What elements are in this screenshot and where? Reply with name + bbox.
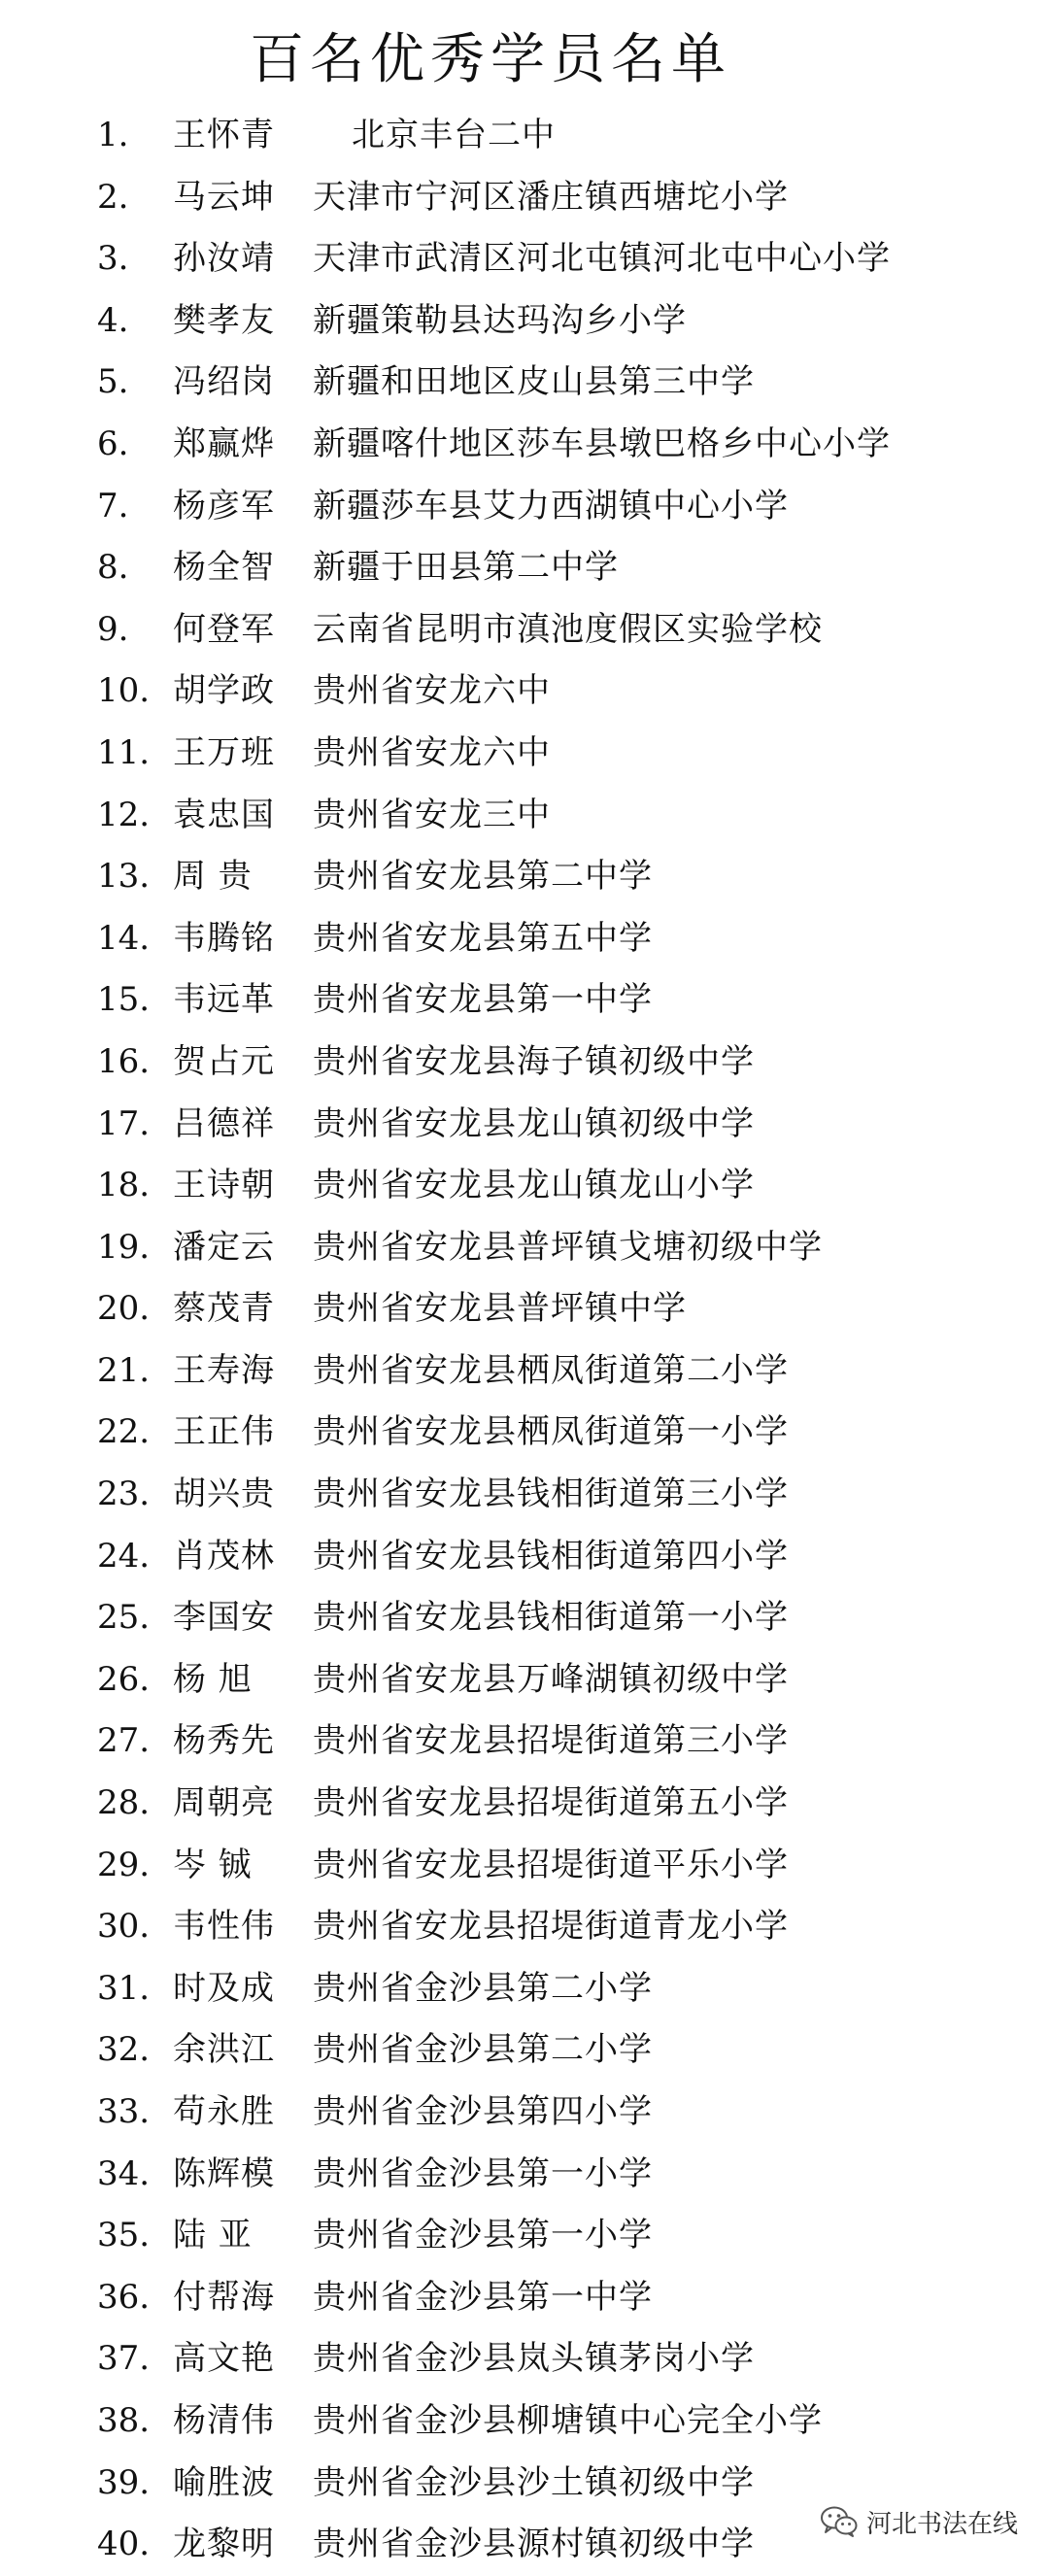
entry-school: 贵州省安龙县普坪镇中学 (313, 1289, 687, 1329)
entry-name: 高文艳 (173, 2339, 275, 2379)
list-item (0, 2328, 1049, 2390)
list-item (0, 2082, 1049, 2144)
list-item (0, 2019, 1049, 2082)
list-item (0, 414, 1049, 476)
entry-school: 北京丰台二中 (352, 116, 556, 154)
student-list (0, 105, 1049, 2576)
entry-number: 20. (97, 1289, 151, 1329)
entry-number: 28. (97, 1783, 151, 1823)
entry-name: 杨 旭 (173, 1659, 253, 1699)
page-title: 百名优秀学员名单 (250, 28, 731, 91)
entry-name: 杨彦军 (173, 486, 275, 525)
entry-number: 13. (97, 857, 151, 897)
entry-school: 贵州省安龙县招堤街道第三小学 (313, 1721, 789, 1761)
entry-number: 18. (97, 1166, 151, 1205)
list-item (0, 661, 1049, 723)
entry-school: 贵州省安龙县第一中学 (313, 980, 653, 1020)
entry-name: 何登军 (173, 609, 275, 649)
list-item (0, 846, 1049, 908)
list-item (0, 1958, 1049, 2020)
list-item (0, 2267, 1049, 2329)
list-item (0, 1711, 1049, 1773)
entry-number: 1. (97, 116, 129, 154)
entry-number: 35. (97, 2216, 151, 2255)
list-item (0, 1032, 1049, 1094)
entry-name: 吕德祥 (173, 1103, 275, 1143)
entry-school: 贵州省金沙县沙土镇初级中学 (313, 2462, 755, 2502)
list-item (0, 537, 1049, 599)
entry-school: 新疆和田地区皮山县第三中学 (313, 362, 755, 402)
entry-number: 7. (97, 486, 129, 525)
entry-school: 贵州省安龙六中 (313, 671, 551, 711)
wechat-icon (820, 2505, 859, 2538)
entry-number: 9. (97, 609, 129, 649)
entry-number: 2. (97, 177, 129, 217)
entry-name: 韦性伟 (173, 1907, 275, 1947)
entry-school: 贵州省安龙县招堤街道第五小学 (313, 1783, 789, 1823)
entry-school: 贵州省安龙县招堤街道平乐小学 (313, 1845, 789, 1884)
entry-name: 袁忠国 (173, 795, 275, 834)
entry-school: 贵州省安龙县龙山镇初级中学 (313, 1103, 755, 1143)
list-item (0, 1340, 1049, 1403)
entry-name: 王怀青 (173, 116, 275, 154)
list-item (0, 1155, 1049, 1217)
list-item (0, 290, 1049, 353)
list-item (0, 2144, 1049, 2206)
entry-name: 潘定云 (173, 1227, 275, 1267)
list-item (0, 1835, 1049, 1897)
entry-number: 5. (97, 362, 129, 402)
entry-number: 37. (97, 2339, 151, 2379)
entry-number: 27. (97, 1721, 151, 1761)
entry-number: 25. (97, 1598, 151, 1638)
entry-number: 4. (97, 300, 129, 340)
watermark-text: 河北书法在线 (865, 2509, 1018, 2539)
entry-school: 贵州省安龙县第二中学 (313, 857, 653, 897)
entry-name: 肖茂林 (173, 1536, 275, 1576)
list-item (0, 1464, 1049, 1526)
list-item (0, 105, 1049, 167)
entry-number: 16. (97, 1041, 151, 1081)
entry-school: 贵州省金沙县第一小学 (313, 2153, 653, 2193)
list-item (0, 785, 1049, 847)
list-item (0, 1773, 1049, 1835)
entry-school: 贵州省安龙县龙山镇龙山小学 (313, 1166, 755, 1205)
entry-number: 14. (97, 918, 151, 958)
entry-number: 19. (97, 1227, 151, 1267)
list-item (0, 1649, 1049, 1712)
entry-number: 26. (97, 1659, 151, 1699)
entry-name: 苟永胜 (173, 2092, 275, 2131)
entry-number: 32. (97, 2030, 151, 2070)
entry-school: 贵州省金沙县第一中学 (313, 2277, 653, 2317)
entry-name: 王诗朝 (173, 1166, 275, 1205)
entry-school: 天津市武清区河北屯镇河北屯中心小学 (313, 239, 891, 279)
entry-school: 贵州省安龙六中 (313, 732, 551, 772)
entry-school: 贵州省安龙县万峰湖镇初级中学 (313, 1659, 789, 1699)
list-item (0, 2390, 1049, 2453)
entry-number: 21. (97, 1350, 151, 1390)
entry-school: 贵州省金沙县源村镇初级中学 (313, 2525, 755, 2564)
entry-name: 韦远革 (173, 980, 275, 1020)
list-item (0, 352, 1049, 414)
entry-name: 王寿海 (173, 1350, 275, 1390)
list-item (0, 1526, 1049, 1588)
entry-school: 新疆喀什地区莎车县墩巴格乡中心小学 (313, 424, 891, 463)
entry-school: 贵州省金沙县第二小学 (313, 1968, 653, 2008)
list-item (0, 1278, 1049, 1340)
entry-school: 天津市宁河区潘庄镇西塘坨小学 (313, 177, 789, 217)
entry-number: 3. (97, 239, 129, 279)
entry-school: 贵州省安龙县栖凤街道第二小学 (313, 1350, 789, 1390)
entry-name: 杨秀先 (173, 1721, 275, 1761)
entry-name: 樊孝友 (173, 300, 275, 340)
list-item (0, 599, 1049, 661)
entry-name: 王正伟 (173, 1412, 275, 1452)
entry-school: 贵州省安龙县栖凤街道第一小学 (313, 1412, 789, 1452)
entry-name: 韦腾铭 (173, 918, 275, 958)
entry-name: 杨全智 (173, 548, 275, 588)
list-item (0, 1217, 1049, 1279)
entry-number: 30. (97, 1907, 151, 1947)
entry-name: 冯绍岗 (173, 362, 275, 402)
entry-name: 喻胜波 (173, 2462, 275, 2502)
entry-name: 胡学政 (173, 671, 275, 711)
entry-number: 15. (97, 980, 151, 1020)
entry-name: 蔡茂青 (173, 1289, 275, 1329)
entry-name: 李国安 (173, 1598, 275, 1638)
entry-school: 贵州省金沙县柳塘镇中心完全小学 (313, 2400, 823, 2440)
entry-name: 周朝亮 (173, 1783, 275, 1823)
entry-number: 38. (97, 2400, 151, 2440)
entry-school: 贵州省金沙县第四小学 (313, 2092, 653, 2131)
list-item (0, 2205, 1049, 2267)
entry-name: 郑赢烨 (173, 424, 275, 463)
entry-number: 22. (97, 1412, 151, 1452)
entry-school: 贵州省安龙三中 (313, 795, 551, 834)
entry-school: 贵州省安龙县海子镇初级中学 (313, 1041, 755, 1081)
entry-school: 新疆于田县第二中学 (313, 548, 619, 588)
entry-school: 贵州省安龙县钱相街道第四小学 (313, 1536, 789, 1576)
entry-school: 贵州省安龙县第五中学 (313, 918, 653, 958)
entry-school: 贵州省金沙县第一小学 (313, 2216, 653, 2255)
entry-name: 杨清伟 (173, 2400, 275, 2440)
entry-name: 陆 亚 (173, 2216, 253, 2255)
entry-number: 10. (97, 671, 151, 711)
entry-number: 39. (97, 2462, 151, 2502)
entry-name: 周 贵 (173, 857, 253, 897)
entry-number: 31. (97, 1968, 151, 2008)
entry-number: 17. (97, 1103, 151, 1143)
entry-school: 新疆莎车县艾力西湖镇中心小学 (313, 486, 789, 525)
entry-name: 陈辉模 (173, 2153, 275, 2193)
entry-number: 29. (97, 1845, 151, 1884)
entry-name: 付帮海 (173, 2277, 275, 2317)
list-item (0, 1896, 1049, 1958)
entry-name: 时及成 (173, 1968, 275, 2008)
entry-school: 贵州省安龙县钱相街道第三小学 (313, 1474, 789, 1514)
entry-number: 11. (97, 732, 151, 772)
entry-school: 贵州省金沙县岚头镇茅岗小学 (313, 2339, 755, 2379)
list-item (0, 228, 1049, 290)
entry-number: 40. (97, 2525, 151, 2564)
entry-school: 贵州省安龙县钱相街道第一小学 (313, 1598, 789, 1638)
entry-number: 23. (97, 1474, 151, 1514)
entry-school: 贵州省安龙县招堤街道青龙小学 (313, 1907, 789, 1947)
entry-number: 12. (97, 795, 151, 834)
entry-number: 8. (97, 548, 129, 588)
watermark (816, 2500, 1022, 2543)
list-item (0, 969, 1049, 1032)
entry-name: 龙黎明 (173, 2525, 275, 2564)
entry-name: 胡兴贵 (173, 1474, 275, 1514)
entry-school: 贵州省安龙县普坪镇戈塘初级中学 (313, 1227, 823, 1267)
entry-name: 岑 铖 (173, 1845, 253, 1884)
entry-school: 云南省昆明市滇池度假区实验学校 (313, 609, 823, 649)
entry-number: 33. (97, 2092, 151, 2131)
entry-name: 孙汝靖 (173, 239, 275, 279)
list-item (0, 1402, 1049, 1464)
entry-number: 6. (97, 424, 129, 463)
entry-name: 余洪江 (173, 2030, 275, 2070)
entry-name: 王万班 (173, 732, 275, 772)
list-item (0, 908, 1049, 970)
entry-number: 34. (97, 2153, 151, 2193)
list-item (0, 1094, 1049, 1156)
entry-number: 24. (97, 1536, 151, 1576)
list-item (0, 723, 1049, 785)
entry-school: 新疆策勒县达玛沟乡小学 (313, 300, 687, 340)
list-item (0, 167, 1049, 229)
entry-name: 贺占元 (173, 1041, 275, 1081)
entry-number: 36. (97, 2277, 151, 2317)
entry-name: 马云坤 (173, 177, 275, 217)
list-item (0, 476, 1049, 538)
list-item (0, 1587, 1049, 1649)
entry-school: 贵州省金沙县第二小学 (313, 2030, 653, 2070)
